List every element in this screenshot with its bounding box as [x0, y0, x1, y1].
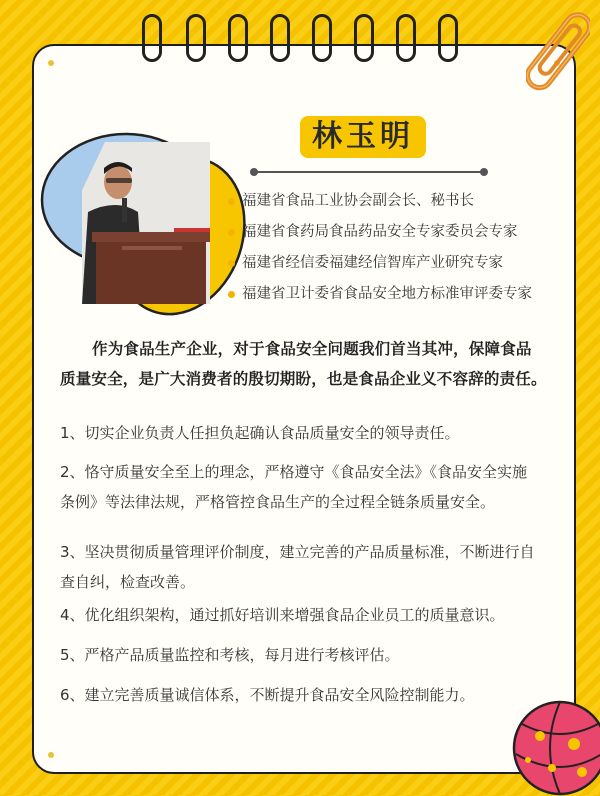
- name-divider: [252, 171, 484, 173]
- point-line: 6、建立完善质量诚信体系，不断提升食品安全风险控制能力。: [60, 686, 475, 704]
- corner-dot: [48, 60, 54, 66]
- title-item: 福建省卫计委省食品安全地方标准审评委专家: [228, 283, 578, 314]
- point-item: [60, 457, 560, 517]
- paperclip-icon: [526, 4, 590, 100]
- point-item: [60, 680, 560, 710]
- point-item: [60, 537, 560, 597]
- person-name: 林玉明: [300, 116, 426, 158]
- intro-line: 作为食品生产企业，对于食品安全问题我们首当其冲，保障食品: [92, 340, 532, 358]
- title-item: 福建省食药局食品药品安全专家委员会专家: [228, 221, 578, 252]
- title-item: 福建省食品工业协会副会长、秘书长: [228, 190, 578, 221]
- speaker-photo: [82, 142, 210, 304]
- point-line: 1、切实企业负责人任担负起确认食品质量安全的领导责任。: [60, 424, 460, 442]
- intro-line: 质量安全，是广大消费者的殷切期盼，也是食品企业义不容辞的责任。: [60, 370, 547, 388]
- point-line: 3、坚决贯彻质量管理评价制度，建立完善的产品质量标准，不断进行自: [60, 543, 535, 561]
- point-line: 条例》等法律法规，严格管控食品生产的全过程全链条质量安全。: [60, 493, 496, 511]
- corner-dot: [48, 752, 54, 758]
- point-line: 查自纠，检查改善。: [60, 573, 196, 591]
- point-line: 4、优化组织架构，通过抓好培训来增强食品企业员工的质量意识。: [60, 606, 505, 624]
- decorative-ball-icon: [500, 684, 600, 796]
- point-line: 5、严格产品质量监控和考核，每月进行考核评估。: [60, 646, 400, 664]
- intro-paragraph: [60, 334, 560, 394]
- point-item: [60, 640, 560, 670]
- point-item: [60, 418, 560, 448]
- divider-dot: [480, 168, 488, 176]
- point-line: 2、恪守质量安全至上的理念，严格遵守《食品安全法》《食品安全实施: [60, 463, 528, 481]
- title-list: [228, 190, 578, 314]
- title-item: 福建省经信委福建经信智库产业研究专家: [228, 252, 578, 283]
- point-item: [60, 600, 560, 630]
